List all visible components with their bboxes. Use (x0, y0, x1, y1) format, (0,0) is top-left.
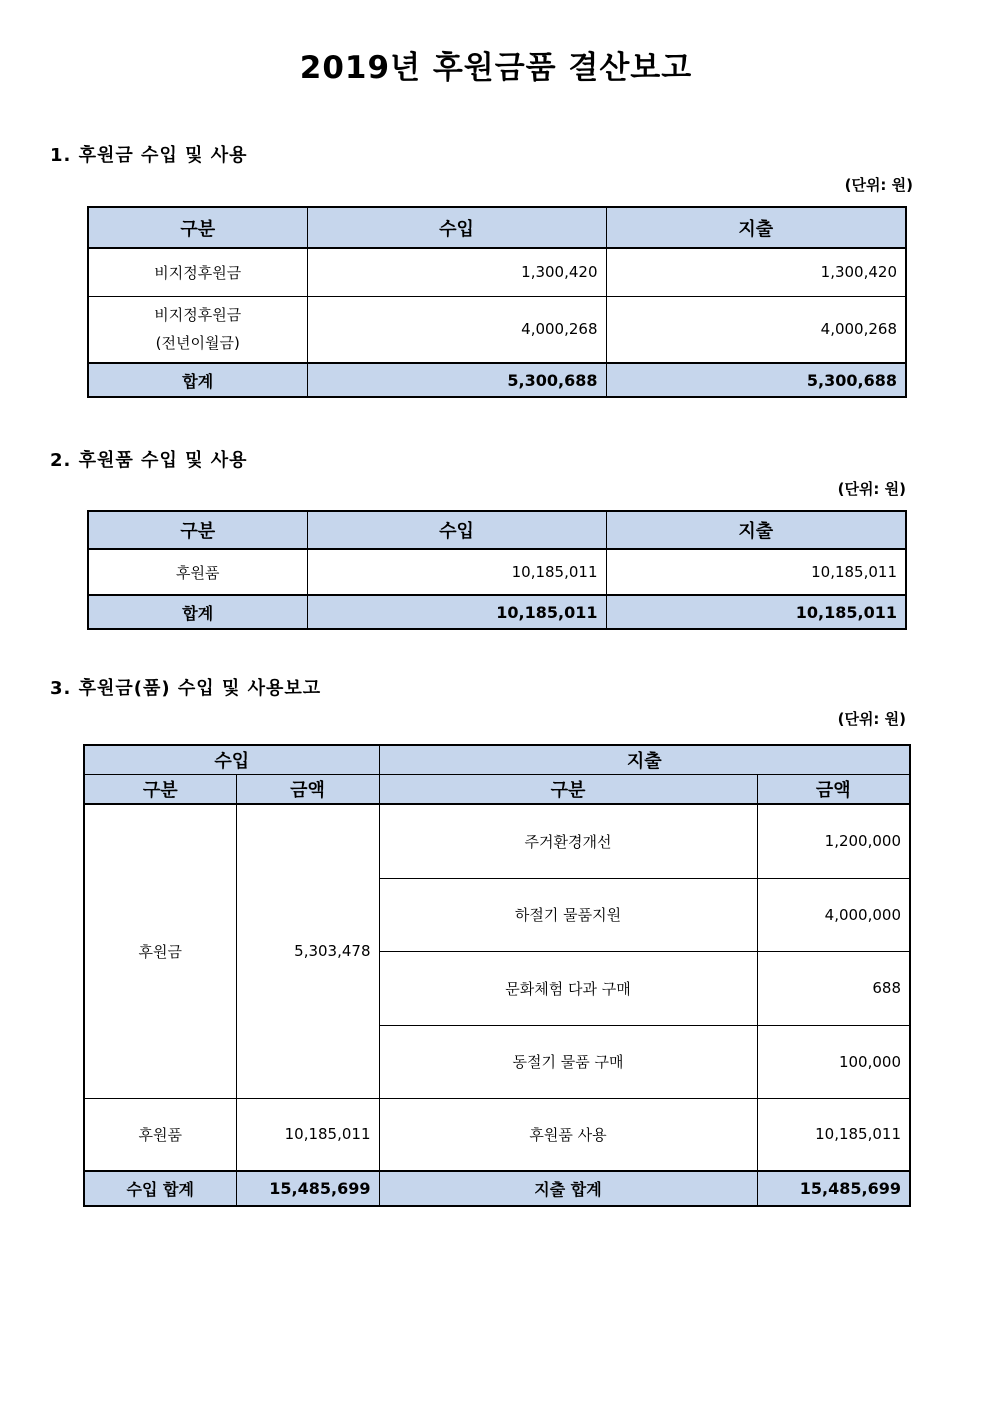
total-expense: 5,300,688 (606, 363, 906, 397)
total-row (88, 363, 906, 397)
header-expense: 지출 (606, 207, 906, 248)
expense-total-label: 지출 합계 (379, 1171, 757, 1206)
income-expense-report-table (83, 744, 911, 1207)
row-expense: 4,000,268 (606, 296, 906, 363)
donation-money-table (87, 206, 907, 398)
group-header-income: 수입 (84, 745, 379, 774)
header-category: 구분 (88, 207, 307, 248)
row-label-line: (전년이월금) (155, 334, 240, 353)
section-1-heading: 1. 후원금 수입 및 사용 (50, 145, 248, 166)
donation-goods-table (87, 510, 907, 630)
subheader-income-amount: 금액 (236, 774, 379, 804)
section-3-unit: (단위: 원) (837, 710, 906, 728)
section-3-heading: 3. 후원금(품) 수입 및 사용보고 (50, 678, 322, 699)
expense-amount: 4,000,000 (757, 878, 910, 951)
income-label: 후원금 (84, 804, 236, 1098)
expense-label: 주거환경개선 (379, 804, 757, 878)
table-row (84, 1098, 910, 1171)
header-category: 구분 (88, 511, 307, 549)
header-income: 수입 (307, 511, 606, 549)
subheader-expense-category: 구분 (379, 774, 757, 804)
total-label: 합계 (88, 363, 307, 397)
header-income: 수입 (307, 207, 606, 248)
subheader-income-category: 구분 (84, 774, 236, 804)
row-label: 후원품 (88, 549, 307, 595)
total-income: 10,185,011 (307, 595, 606, 629)
row-income: 1,300,420 (307, 248, 606, 296)
expense-label: 후원품 사용 (379, 1098, 757, 1171)
row-income: 4,000,268 (307, 296, 606, 363)
expense-label: 문화체험 다과 구매 (379, 951, 757, 1025)
page-title: 2019년 후원금품 결산보고 (299, 50, 693, 86)
expense-amount: 100,000 (757, 1025, 910, 1098)
expense-amount: 1,200,000 (757, 804, 910, 878)
income-amount: 5,303,478 (236, 804, 379, 1098)
income-amount: 10,185,011 (236, 1098, 379, 1171)
expense-label: 동절기 물품 구매 (379, 1025, 757, 1098)
total-row (84, 1171, 910, 1206)
total-income: 5,300,688 (307, 363, 606, 397)
section-2-heading: 2. 후원품 수입 및 사용 (50, 450, 248, 471)
table-row (84, 804, 910, 878)
total-row (88, 595, 906, 629)
row-income: 10,185,011 (307, 549, 606, 595)
section-2-unit: (단위: 원) (837, 480, 906, 498)
table-row (88, 549, 906, 595)
table-row (88, 296, 906, 363)
expense-amount: 688 (757, 951, 910, 1025)
total-expense: 10,185,011 (606, 595, 906, 629)
income-label: 후원품 (84, 1098, 236, 1171)
section-1-unit: (단위: 원) (844, 176, 913, 194)
group-header-expense: 지출 (379, 745, 910, 774)
row-expense: 1,300,420 (606, 248, 906, 296)
expense-label: 하절기 물품지원 (379, 878, 757, 951)
row-label (88, 296, 307, 363)
row-expense: 10,185,011 (606, 549, 906, 595)
row-label-line: 비지정후원금 (154, 306, 242, 325)
subheader-expense-amount: 금액 (757, 774, 910, 804)
header-expense: 지출 (606, 511, 906, 549)
income-total-amount: 15,485,699 (236, 1171, 379, 1206)
total-label: 합계 (88, 595, 307, 629)
row-label: 비지정후원금 (88, 248, 307, 296)
table-row (88, 248, 906, 296)
income-total-label: 수입 합계 (84, 1171, 236, 1206)
expense-amount: 10,185,011 (757, 1098, 910, 1171)
expense-total-amount: 15,485,699 (757, 1171, 910, 1206)
